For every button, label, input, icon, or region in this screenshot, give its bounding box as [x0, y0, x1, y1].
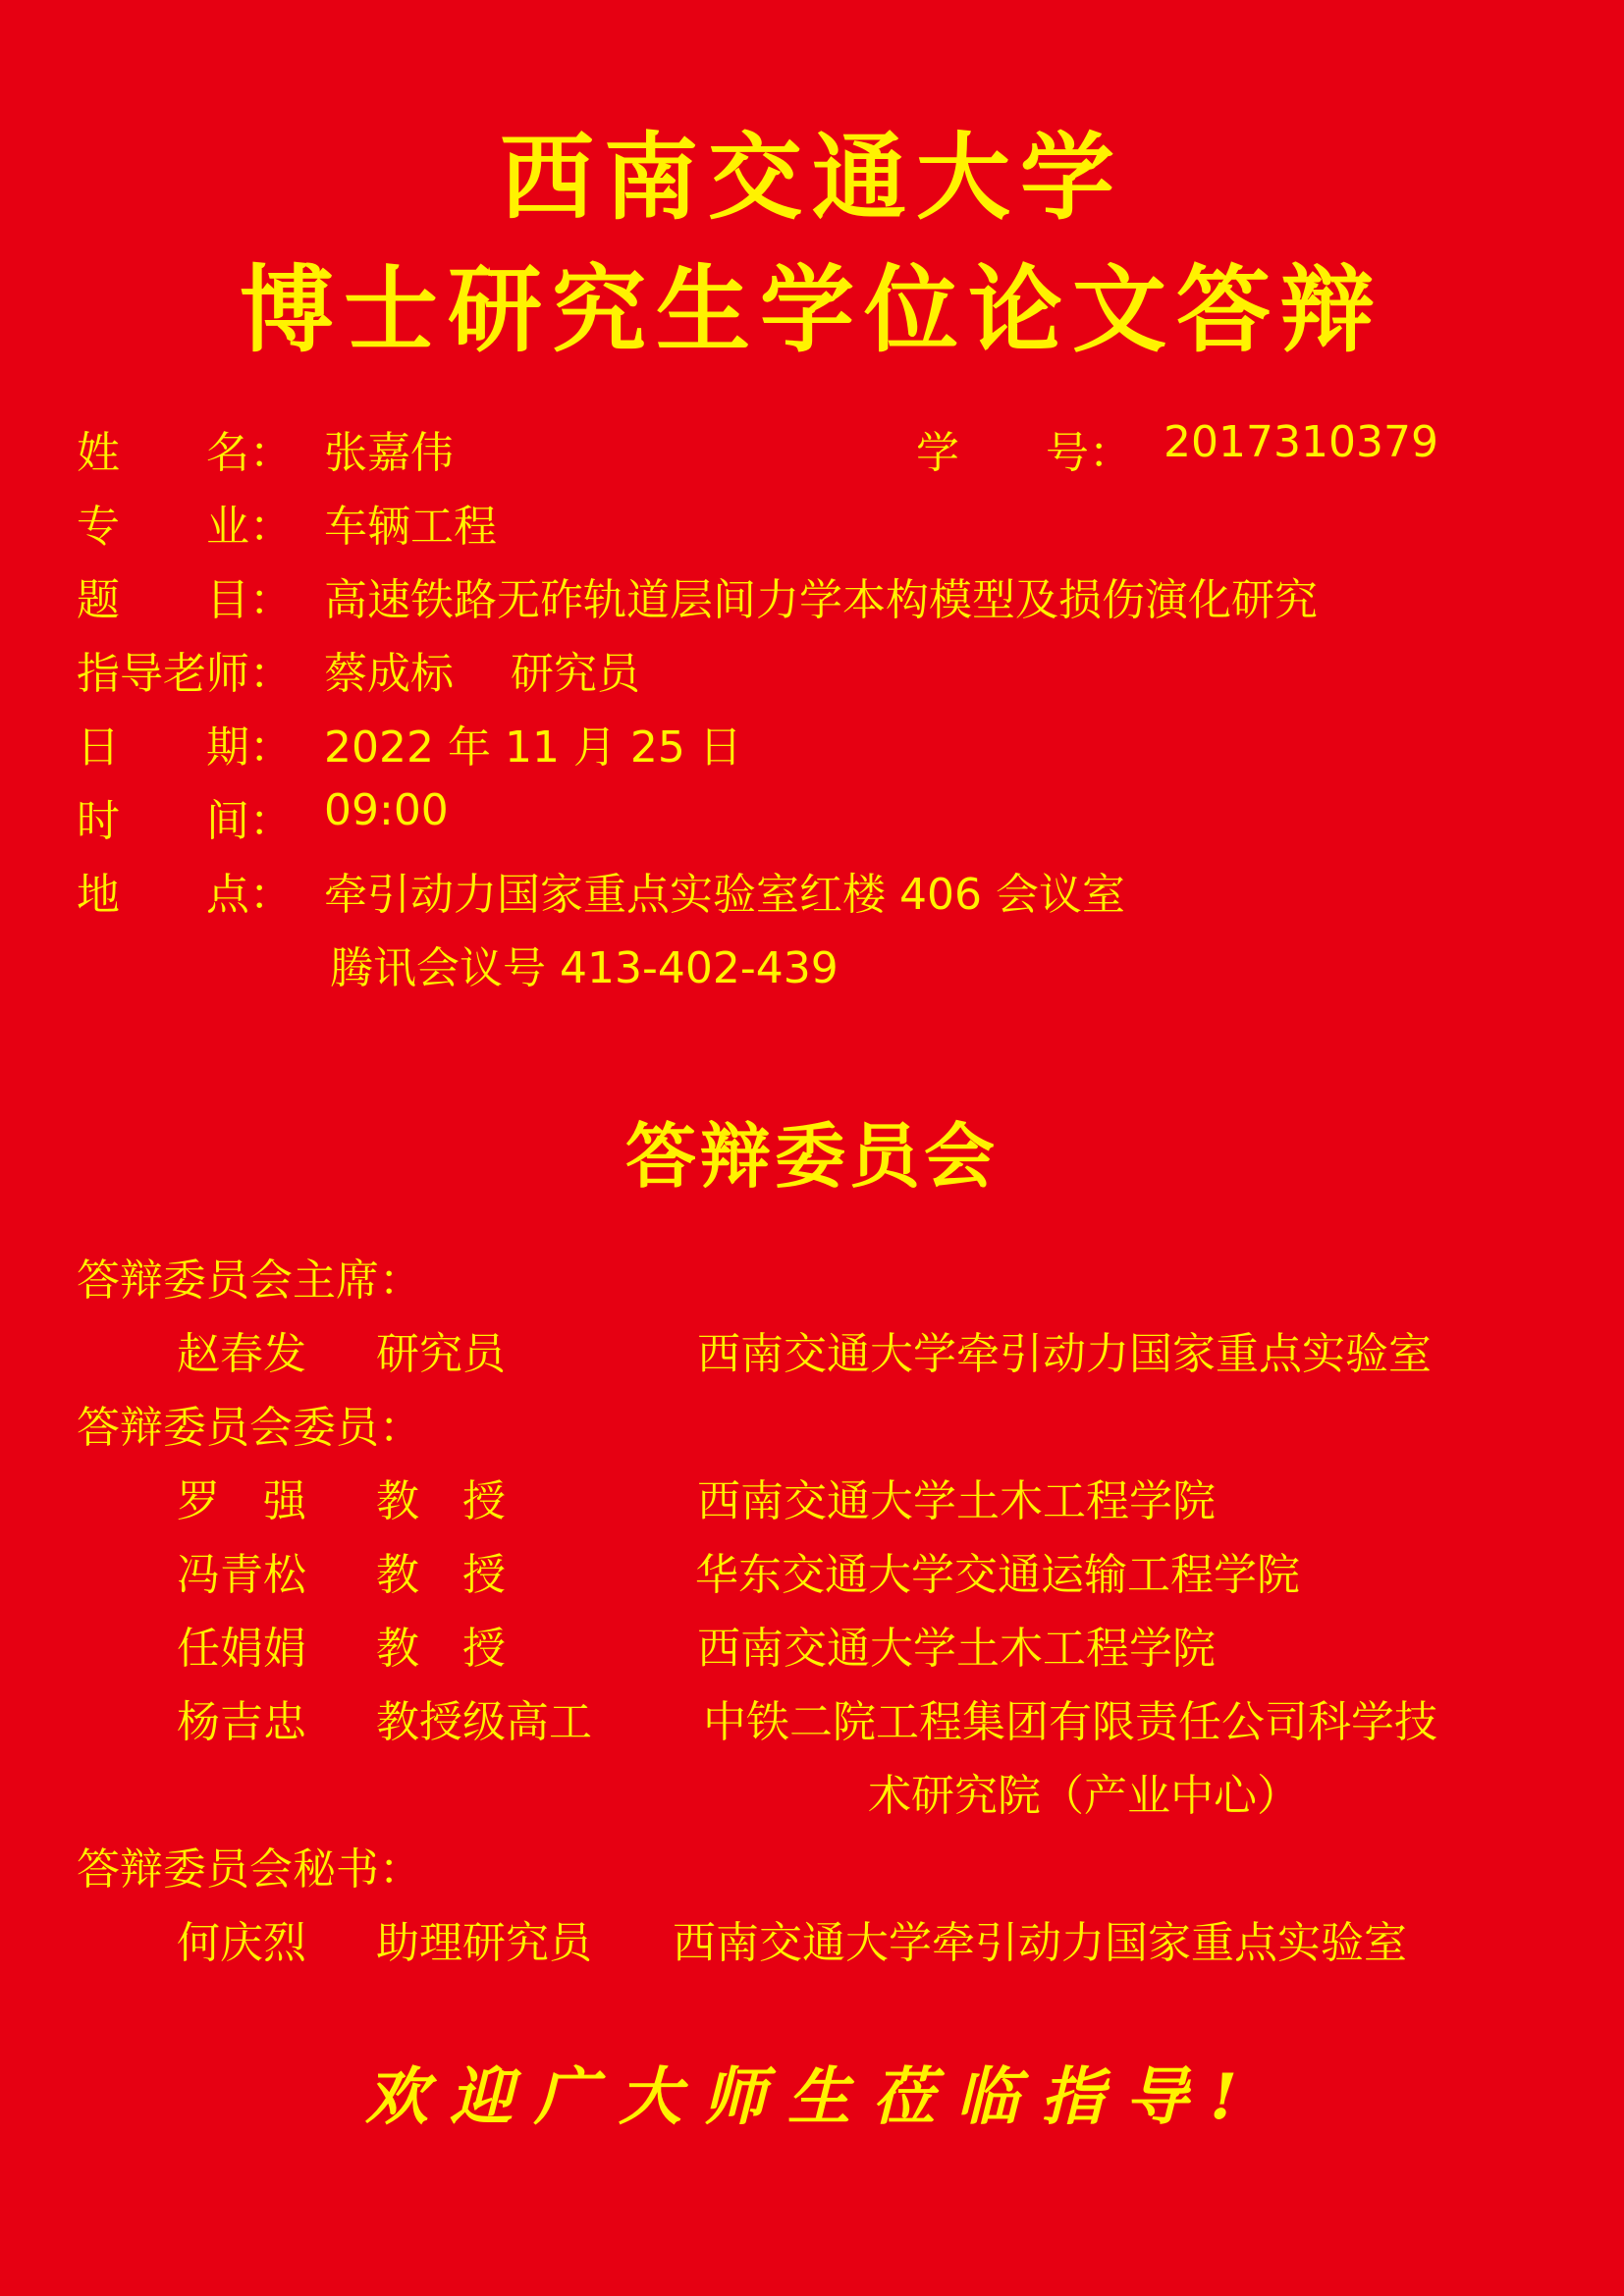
- member-title: 教 授: [376, 1550, 506, 1600]
- advisor-label: 指导老师：: [77, 649, 293, 699]
- member-title: 研究员: [376, 1329, 506, 1379]
- members-label: 答辩委员会委员：: [77, 1403, 422, 1453]
- advisor: 蔡成标 研究员: [324, 649, 640, 699]
- member-affiliation: 西南交通大学土木工程学院: [697, 1624, 1216, 1674]
- student-id-label: 学 号：: [916, 428, 1132, 478]
- member-affiliation: 西南交通大学牵引动力国家重点实验室: [673, 1918, 1407, 1968]
- thesis-topic: 高速铁路无砟轨道层间力学本构模型及损伤演化研究: [324, 575, 1318, 625]
- chair-label: 答辩委员会主席：: [77, 1255, 422, 1306]
- member-name: 何庆烈: [177, 1918, 306, 1968]
- info-row-name: [77, 417, 1549, 476]
- university-title: 西南交通大学: [500, 123, 1124, 233]
- secretary-row: [0, 1907, 1624, 1966]
- member-title: 教授级高工: [376, 1697, 592, 1747]
- committee-heading: 答辩委员会: [624, 1115, 999, 1198]
- student-id: 2017310379: [1164, 417, 1438, 467]
- member-affiliation-continued: 术研究院（产业中心）: [868, 1771, 1300, 1821]
- date-label: 日 期：: [77, 722, 293, 773]
- member-row: [0, 1613, 1624, 1672]
- defense-place: 牵引动力国家重点实验室红楼 406 会议室: [324, 870, 1125, 920]
- chair-row: [0, 1318, 1624, 1377]
- welcome-message: 欢迎广大师生莅临指导!: [364, 2060, 1260, 2134]
- name-label: 姓 名：: [77, 428, 293, 478]
- member-affiliation: 西南交通大学牵引动力国家重点实验室: [697, 1329, 1432, 1379]
- place-label: 地 点：: [77, 870, 293, 920]
- member-title: 教 授: [376, 1624, 506, 1674]
- member-row: [0, 1539, 1624, 1598]
- member-affiliation: 西南交通大学土木工程学院: [697, 1476, 1216, 1526]
- candidate-name: 张嘉伟: [324, 428, 454, 478]
- member-row: [0, 1686, 1624, 1745]
- member-title: 助理研究员: [376, 1918, 592, 1968]
- member-name: 罗 强: [177, 1476, 306, 1526]
- topic-label: 题 目：: [77, 575, 293, 625]
- member-row: [0, 1466, 1624, 1524]
- major-label: 专 业：: [77, 502, 293, 552]
- event-title: 博士研究生学位论文答辩: [240, 255, 1384, 365]
- member-affiliation: 华东交通大学交通运输工程学院: [695, 1550, 1300, 1600]
- defense-date: 2022 年 11 月 25 日: [324, 722, 742, 773]
- member-name: 冯青松: [177, 1550, 306, 1600]
- defense-time: 09:00: [324, 785, 449, 835]
- member-title: 教 授: [376, 1476, 506, 1526]
- major: 车辆工程: [324, 502, 497, 552]
- member-affiliation: 中铁二院工程集团有限责任公司科学技: [703, 1697, 1437, 1747]
- member-name: 赵春发: [177, 1329, 306, 1379]
- time-label: 时 间：: [77, 796, 293, 846]
- secretary-label: 答辩委员会秘书：: [77, 1844, 422, 1895]
- member-name: 杨吉忠: [177, 1697, 306, 1747]
- meeting-id: 腾讯会议号 413-402-439: [330, 943, 839, 993]
- member-name: 任娟娟: [177, 1624, 306, 1674]
